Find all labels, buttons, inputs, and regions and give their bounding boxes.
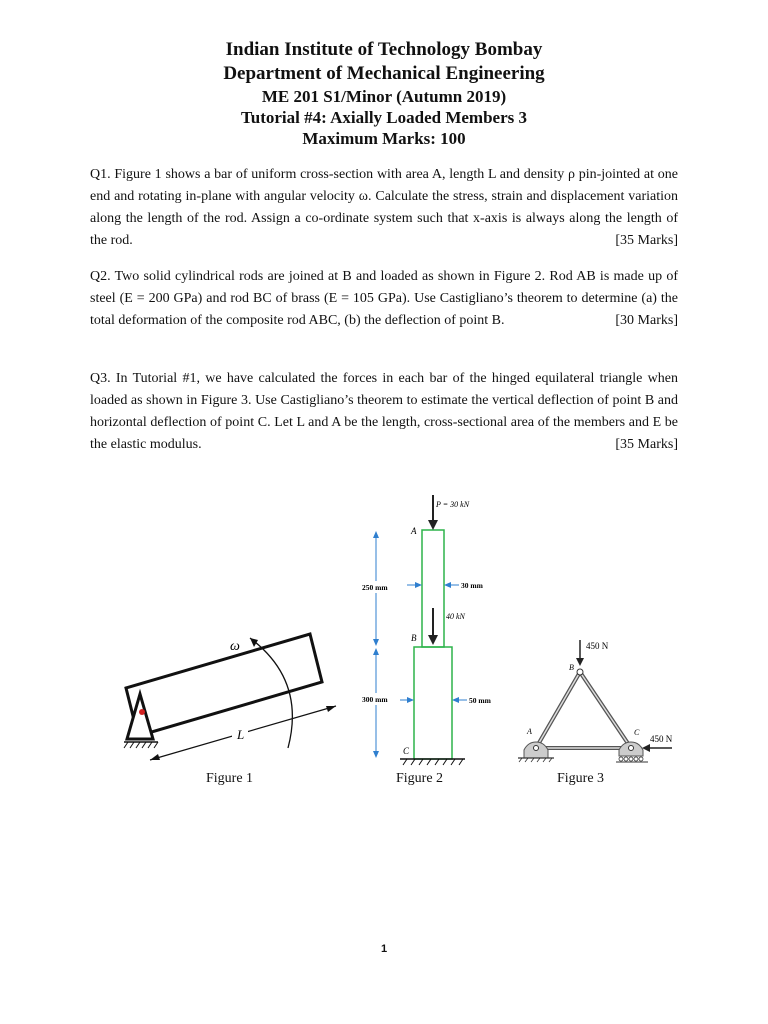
joint-b	[577, 669, 583, 675]
load-b-label: 450 N	[586, 641, 609, 651]
point-c-label: C	[403, 746, 410, 756]
figure-3-hinged-triangle	[512, 634, 687, 772]
point-a-label: A	[527, 727, 532, 736]
figure-1-rotating-bar	[110, 620, 360, 780]
question-2-text: Q2. Two solid cylindrical rods are joined at B and loaded as shown in Figure 2. Rod AB is made up of steel (E = 200 GPa) and rod BC of brass (E = 105 GPa). Use Castigliano’s theorem to determine (a) the total deformation of the composite rod ABC, (b) the deflection of point B.	[90, 269, 678, 328]
load-p-label: P = 30 kN	[436, 500, 470, 509]
point-b-label: B	[411, 633, 417, 643]
dia-bc-label: 50 mm	[469, 696, 491, 705]
department-name: Department of Mechanical Engineering	[223, 63, 545, 84]
triangle-members	[536, 672, 631, 748]
course-title: ME 201 S1/Minor (Autumn 2019)	[261, 87, 507, 106]
load-40kn-arrowhead	[428, 635, 438, 645]
load-b-arrowhead	[576, 658, 584, 666]
load-40kn-label: 40 kN	[446, 612, 465, 621]
question-1-text: Q1. Figure 1 shows a bar of uniform cross-section with area A, length L and density ρ pin-jointed at one end and rotating in-plane with angular velocity ω. Calculate the stress, strain and displacement variation along the length of the rod. Assign a co-ordinate system such that x-axis is always along the length of the rod.	[90, 167, 678, 248]
point-a-label: A	[411, 526, 417, 536]
tutorial-title: Tutorial #4: Axially Loaded Members 3	[240, 108, 527, 127]
load-p-arrowhead	[428, 520, 438, 530]
question-3-text: Q3. In Tutorial #1, we have calculated the forces in each bar of the hinged equilateral triangle when loaded as shown in Figure 3. Use Castigliano’s theorem to estimate the vertical deflection of point B and horizontal deflection of point C. Let L and A be the length, cross-sectional area of the members and E be the elastic modulus.	[90, 371, 678, 452]
ground-hatch	[124, 742, 158, 748]
length-label: L	[237, 727, 245, 742]
len-bc-label: 300 mm	[362, 695, 388, 704]
dia-ab-label: 30 mm	[461, 581, 483, 590]
length-arrowhead-right	[326, 706, 336, 712]
omega-label: ω	[230, 639, 240, 654]
length-arrowhead-left	[150, 754, 160, 760]
len-ab-label: 250 mm	[362, 583, 388, 592]
question-3	[90, 368, 678, 456]
question-2	[90, 266, 678, 332]
point-b-label: B	[569, 663, 574, 672]
question-2-marks: [30 Marks]	[615, 313, 678, 328]
question-1	[90, 164, 678, 252]
figure-2-caption: Figure 2	[396, 771, 444, 786]
max-marks: Maximum Marks: 100	[302, 129, 466, 148]
figure-2-composite-rod	[345, 490, 510, 772]
institute-name: Indian Institute of Technology Bombay	[225, 39, 543, 60]
document-header	[0, 38, 768, 149]
figure-3-caption: Figure 3	[557, 771, 605, 786]
page-number: 1	[380, 943, 388, 955]
pin-support	[127, 694, 153, 739]
load-c-label: 450 N	[650, 734, 673, 744]
pin-center-dot	[139, 709, 145, 715]
angular-velocity-arrowhead	[250, 638, 258, 647]
figure-1-caption: Figure 1	[206, 771, 254, 786]
rod-bc	[414, 647, 452, 759]
ground-hatch	[403, 759, 463, 765]
rollers-c	[619, 757, 643, 761]
question-3-marks: [35 Marks]	[615, 437, 678, 452]
question-1-marks: [35 Marks]	[615, 233, 678, 248]
point-c-label: C	[634, 728, 640, 737]
